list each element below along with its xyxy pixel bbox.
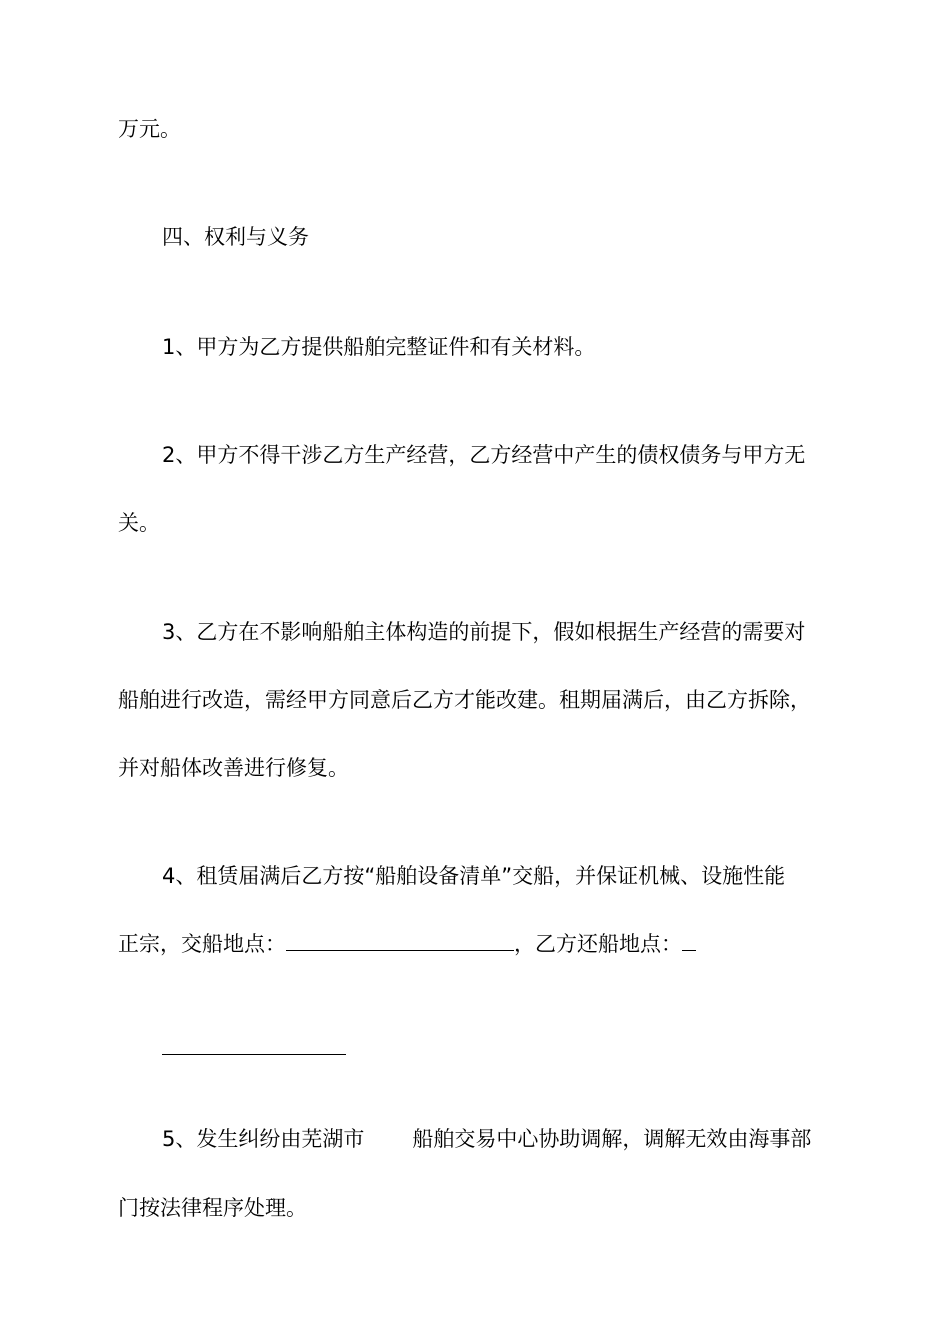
clause-4-line-2: [118, 929, 696, 959]
clause-4-line-1: 4、租赁届满后乙方按“船舶设备清单”交船，并保证机械、设施性能: [162, 864, 786, 888]
handover-location-blank[interactable]: [286, 930, 514, 951]
clause-2-line-1: 2、甲方不得干涉乙方生产经营，乙方经营中产生的债权债务与甲方无: [162, 443, 806, 467]
clause-5-line-2: 门按法律程序处理。: [118, 1196, 307, 1220]
clause-5-line-1: [162, 1124, 811, 1154]
mediation-text: 船舶交易中心协助调解，调解无效由海事部: [412, 1127, 812, 1151]
return-location-label: ，乙方还船地点：: [514, 932, 682, 956]
text-line-amount-end: 万元。: [118, 117, 181, 141]
handover-location-label: 正宗，交船地点：: [118, 932, 286, 956]
dispute-city-text: 5、发生纠纷由芜湖市: [162, 1127, 365, 1151]
clause-3-line-3: 并对船体改善进行修复。: [118, 756, 349, 780]
clause-3-line-1: 3、乙方在不影响船舶主体构造的前提下，假如根据生产经营的需要对: [162, 620, 806, 644]
clause-1: 1、甲方为乙方提供船舶完整证件和有关材料。: [162, 335, 596, 359]
clause-3-line-2: 船舶进行改造，需经甲方同意后乙方才能改建。租期届满后，由乙方拆除，: [118, 688, 811, 712]
clause-2-line-2: 关。: [118, 511, 160, 535]
return-location-blank-start[interactable]: [682, 930, 696, 951]
return-location-blank-continued[interactable]: [162, 1054, 346, 1055]
section-heading-rights-obligations: 四、权利与义务: [162, 225, 309, 249]
